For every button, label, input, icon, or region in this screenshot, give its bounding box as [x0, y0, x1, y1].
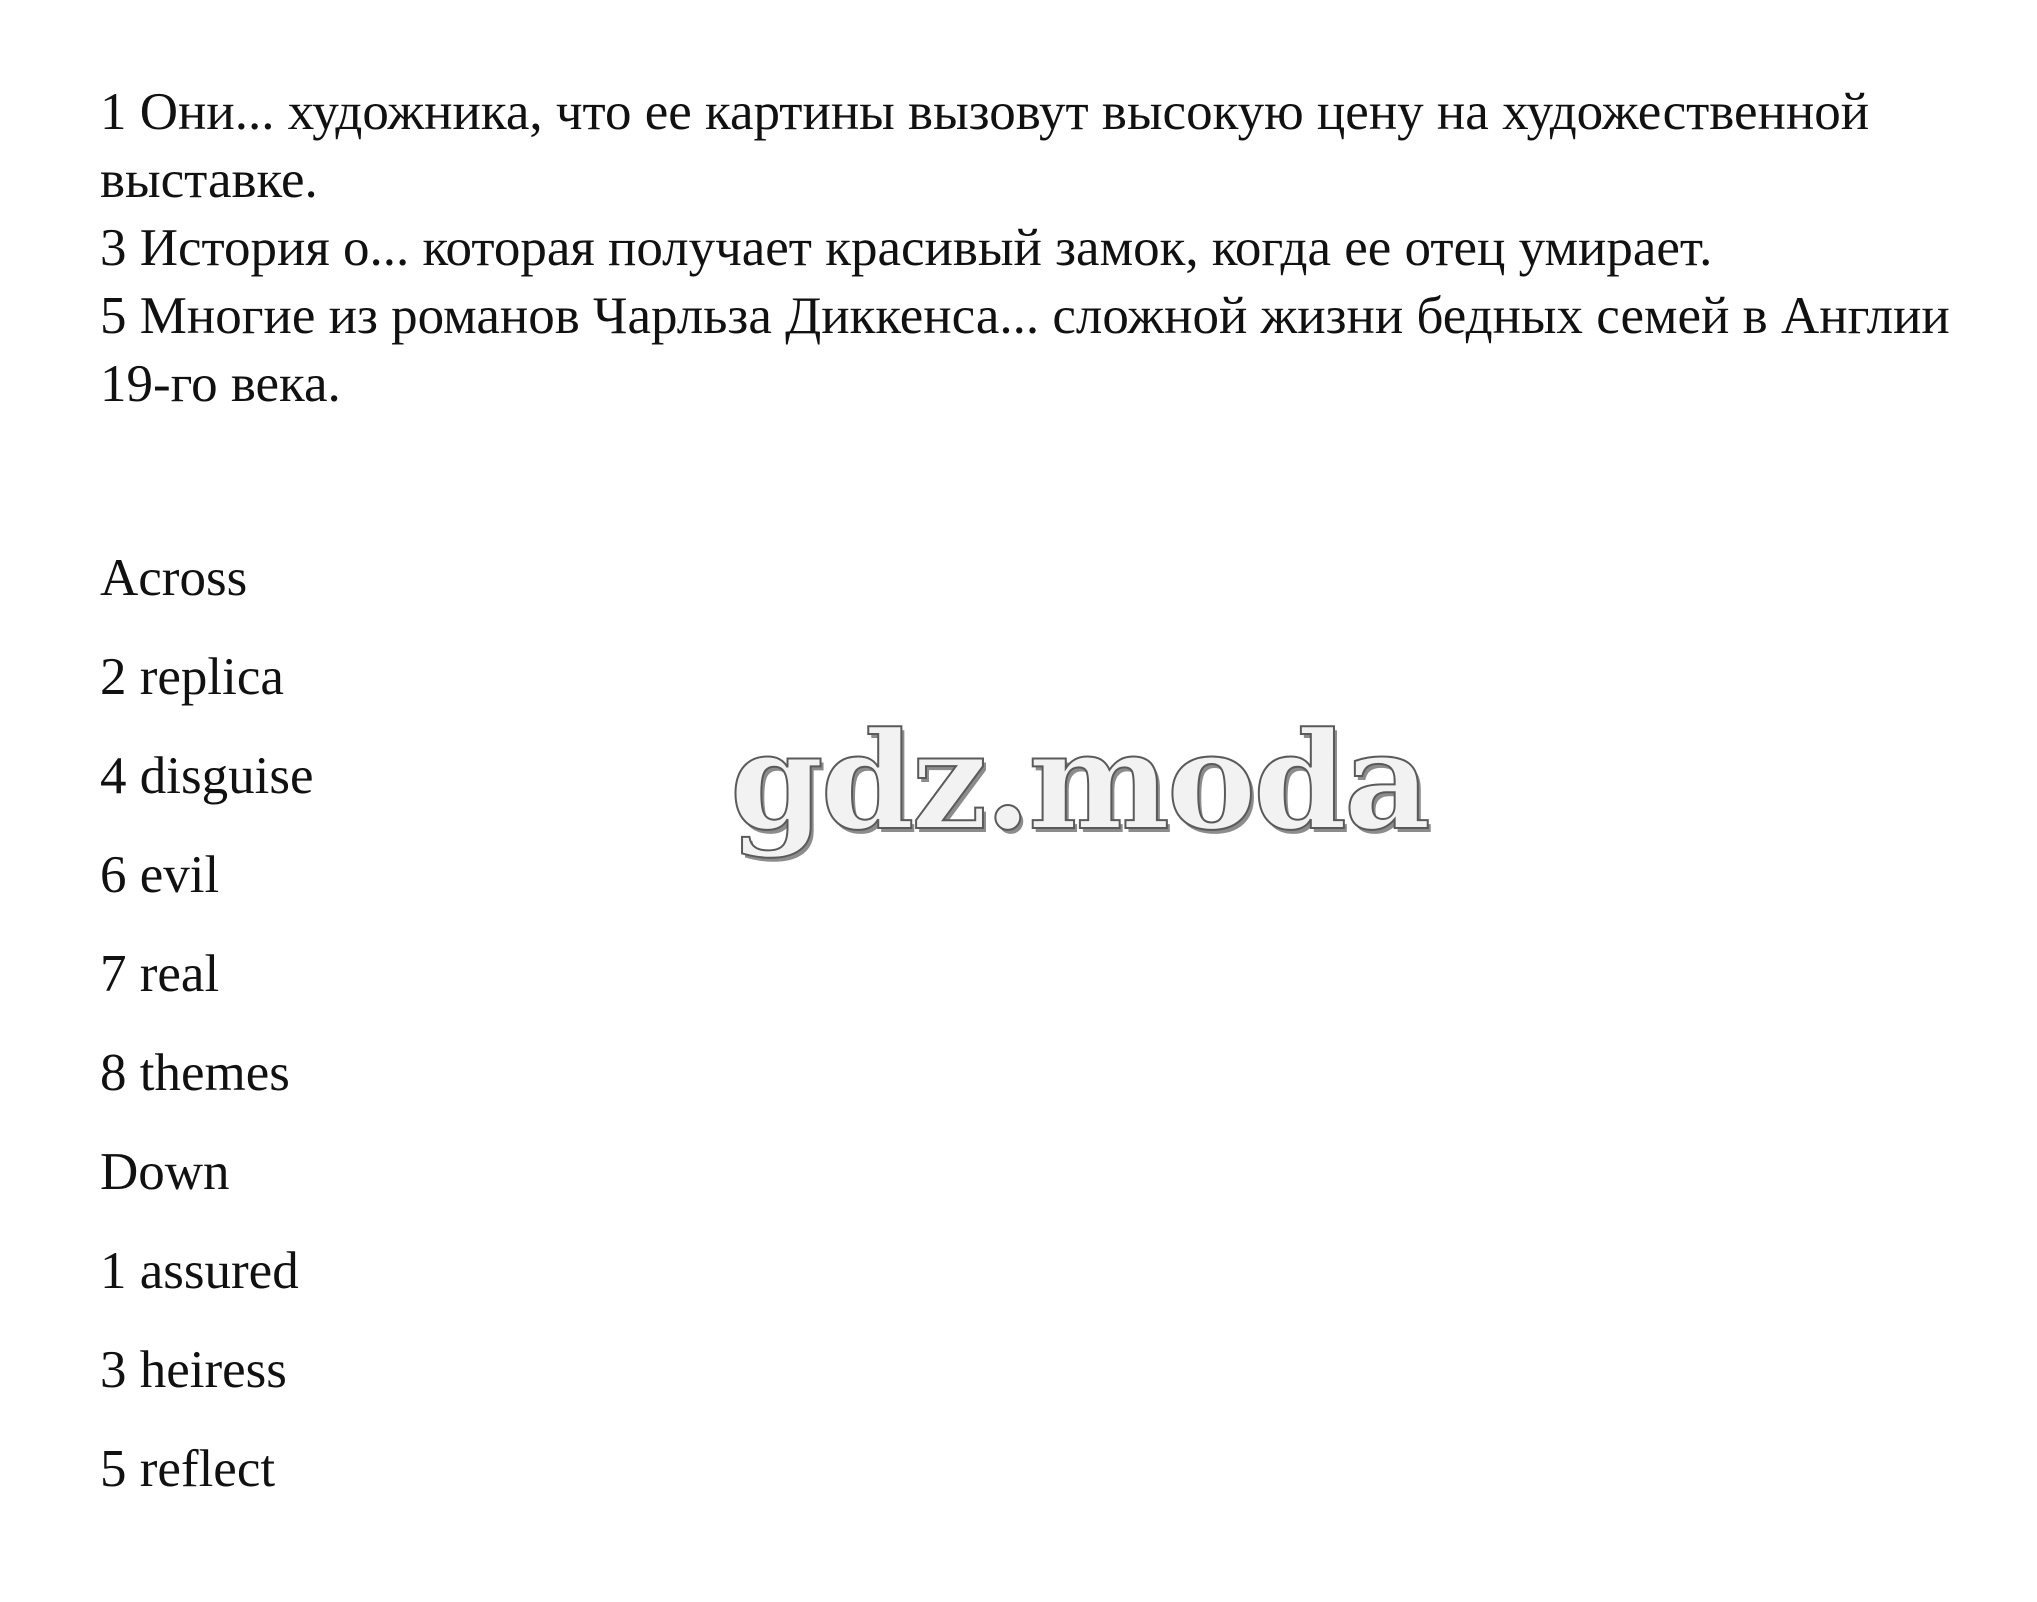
across-answer: 4 disguise — [100, 747, 314, 805]
down-answer: 3 heiress — [100, 1341, 287, 1399]
sentence-3: 3 История о... которая получает красивый замок, когда ее отец умирает. — [100, 219, 1713, 277]
across-answer: 8 themes — [100, 1044, 290, 1102]
crossword-answers — [100, 544, 900, 1534]
down-heading: Down — [100, 1143, 230, 1201]
sentence-list — [100, 78, 1980, 418]
sentence-5: 5 Многие из романов Чарльза Диккенса... сложной жизни бедных семей в Англии 19-го века. — [100, 287, 1950, 413]
across-heading: Across — [100, 549, 248, 607]
across-answer: 2 replica — [100, 648, 284, 706]
watermark-logo: gdz.moda — [730, 702, 1428, 860]
down-answer: 1 assured — [100, 1242, 299, 1300]
across-answer: 7 real — [100, 945, 220, 1003]
across-answer: 6 evil — [100, 846, 220, 904]
sentence-1: 1 Они... художника, что ее картины вызовут высокую цену на художественной выставке. — [100, 83, 1870, 209]
down-answer: 5 reflect — [100, 1440, 276, 1498]
